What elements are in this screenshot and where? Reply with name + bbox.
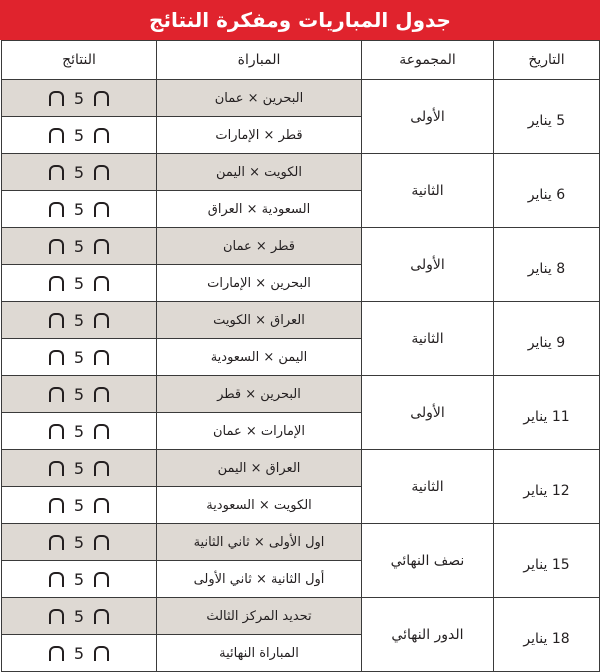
match-date-text: 5 يناير bbox=[527, 112, 566, 129]
score-number: 5 bbox=[73, 606, 85, 626]
score-number: 5 bbox=[73, 569, 85, 589]
table-row bbox=[2, 154, 600, 191]
match-name: الإمارات × عمان bbox=[157, 413, 362, 450]
score-boxes[interactable] bbox=[2, 524, 157, 561]
table-row bbox=[2, 228, 600, 265]
score-number: 5 bbox=[73, 162, 85, 182]
match-group: الدور النهائي bbox=[362, 598, 494, 672]
score-number: 5 bbox=[73, 88, 85, 108]
score-boxes[interactable] bbox=[2, 376, 157, 413]
score-number: 5 bbox=[73, 643, 85, 663]
score-boxes[interactable] bbox=[2, 80, 157, 117]
match-date bbox=[494, 228, 600, 302]
score-box[interactable] bbox=[94, 572, 109, 587]
match-date-text: 11 يناير bbox=[523, 408, 570, 425]
match-name: البحرين × قطر bbox=[157, 376, 362, 413]
header-row bbox=[2, 41, 600, 80]
table-row bbox=[2, 302, 600, 339]
score-box[interactable] bbox=[94, 276, 109, 291]
score-box[interactable] bbox=[49, 91, 64, 106]
score-boxes[interactable] bbox=[2, 265, 157, 302]
score-box[interactable] bbox=[94, 239, 109, 254]
match-name: أول الثانية × ثاني الأولى bbox=[157, 561, 362, 598]
match-date bbox=[494, 450, 600, 524]
score-boxes[interactable] bbox=[2, 413, 157, 450]
header-results: النتائج bbox=[2, 41, 157, 80]
score-number: 5 bbox=[73, 458, 85, 478]
score-boxes[interactable] bbox=[2, 635, 157, 672]
score-box[interactable] bbox=[49, 424, 64, 439]
score-boxes[interactable] bbox=[2, 561, 157, 598]
score-box[interactable] bbox=[49, 387, 64, 402]
match-date bbox=[494, 302, 600, 376]
score-boxes[interactable] bbox=[2, 154, 157, 191]
score-box[interactable] bbox=[49, 313, 64, 328]
score-box[interactable] bbox=[49, 350, 64, 365]
score-box[interactable] bbox=[94, 387, 109, 402]
match-date bbox=[494, 376, 600, 450]
score-box[interactable] bbox=[49, 535, 64, 550]
score-boxes[interactable] bbox=[2, 117, 157, 154]
table-row bbox=[2, 524, 600, 561]
score-box[interactable] bbox=[49, 461, 64, 476]
score-box[interactable] bbox=[49, 572, 64, 587]
match-date-text: 15 يناير bbox=[523, 556, 570, 573]
score-number: 5 bbox=[73, 273, 85, 293]
score-box[interactable] bbox=[49, 202, 64, 217]
score-box[interactable] bbox=[94, 498, 109, 513]
match-name: اول الأولى × ثاني الثانية bbox=[157, 524, 362, 561]
score-box[interactable] bbox=[49, 498, 64, 513]
match-name: اليمن × السعودية bbox=[157, 339, 362, 376]
score-box[interactable] bbox=[49, 609, 64, 624]
match-name: المباراة النهائية bbox=[157, 635, 362, 672]
header-group: المجموعة bbox=[362, 41, 494, 80]
score-box[interactable] bbox=[94, 350, 109, 365]
match-date-text: 6 يناير bbox=[527, 186, 566, 203]
score-boxes[interactable] bbox=[2, 228, 157, 265]
score-box[interactable] bbox=[94, 91, 109, 106]
score-box[interactable] bbox=[49, 165, 64, 180]
match-name: العراق × اليمن bbox=[157, 450, 362, 487]
score-boxes[interactable] bbox=[2, 598, 157, 635]
match-date-text: 8 يناير bbox=[527, 260, 566, 277]
match-group: الثانية bbox=[362, 154, 494, 228]
score-box[interactable] bbox=[49, 128, 64, 143]
match-group: الأولى bbox=[362, 376, 494, 450]
match-date-text: 9 يناير bbox=[527, 334, 566, 351]
score-box[interactable] bbox=[94, 165, 109, 180]
header-match: المباراة bbox=[157, 41, 362, 80]
score-box[interactable] bbox=[94, 313, 109, 328]
match-date bbox=[494, 154, 600, 228]
match-group: الأولى bbox=[362, 228, 494, 302]
score-number: 5 bbox=[73, 310, 85, 330]
score-box[interactable] bbox=[94, 609, 109, 624]
score-box[interactable] bbox=[94, 461, 109, 476]
match-name: السعودية × العراق bbox=[157, 191, 362, 228]
match-group: نصف النهائي bbox=[362, 524, 494, 598]
score-number: 5 bbox=[73, 199, 85, 219]
match-date-text: 12 يناير bbox=[523, 482, 570, 499]
match-group: الثانية bbox=[362, 302, 494, 376]
score-box[interactable] bbox=[94, 535, 109, 550]
score-box[interactable] bbox=[94, 202, 109, 217]
match-name: البحرين × عمان bbox=[157, 80, 362, 117]
page-title: جدول المباريات ومفكرة النتائج bbox=[0, 0, 600, 40]
score-box[interactable] bbox=[49, 276, 64, 291]
score-number: 5 bbox=[73, 125, 85, 145]
table-row bbox=[2, 598, 600, 635]
match-name: الكويت × السعودية bbox=[157, 487, 362, 524]
score-number: 5 bbox=[73, 532, 85, 552]
match-group: الأولى bbox=[362, 80, 494, 154]
score-boxes[interactable] bbox=[2, 339, 157, 376]
table-row bbox=[2, 80, 600, 117]
match-name: قطر × الإمارات bbox=[157, 117, 362, 154]
match-name: تحديد المركز الثالث bbox=[157, 598, 362, 635]
score-boxes[interactable] bbox=[2, 191, 157, 228]
score-box[interactable] bbox=[94, 424, 109, 439]
score-box[interactable] bbox=[94, 128, 109, 143]
score-boxes[interactable] bbox=[2, 302, 157, 339]
match-name: البحرين × الإمارات bbox=[157, 265, 362, 302]
score-number: 5 bbox=[73, 384, 85, 404]
match-name: العراق × الكويت bbox=[157, 302, 362, 339]
score-number: 5 bbox=[73, 495, 85, 515]
match-date bbox=[494, 524, 600, 598]
score-boxes[interactable] bbox=[2, 450, 157, 487]
match-name: قطر × عمان bbox=[157, 228, 362, 265]
header-date: التاريخ bbox=[494, 41, 600, 80]
match-date bbox=[494, 598, 600, 672]
score-box[interactable] bbox=[49, 646, 64, 661]
match-name: الكويت × اليمن bbox=[157, 154, 362, 191]
score-box[interactable] bbox=[49, 239, 64, 254]
score-box[interactable] bbox=[94, 646, 109, 661]
score-boxes[interactable] bbox=[2, 487, 157, 524]
fixtures-table bbox=[1, 40, 600, 672]
score-number: 5 bbox=[73, 421, 85, 441]
table-row bbox=[2, 376, 600, 413]
score-number: 5 bbox=[73, 236, 85, 256]
table-row bbox=[2, 450, 600, 487]
match-date-text: 18 يناير bbox=[523, 630, 570, 647]
match-group: الثانية bbox=[362, 450, 494, 524]
match-date bbox=[494, 80, 600, 154]
score-number: 5 bbox=[73, 347, 85, 367]
